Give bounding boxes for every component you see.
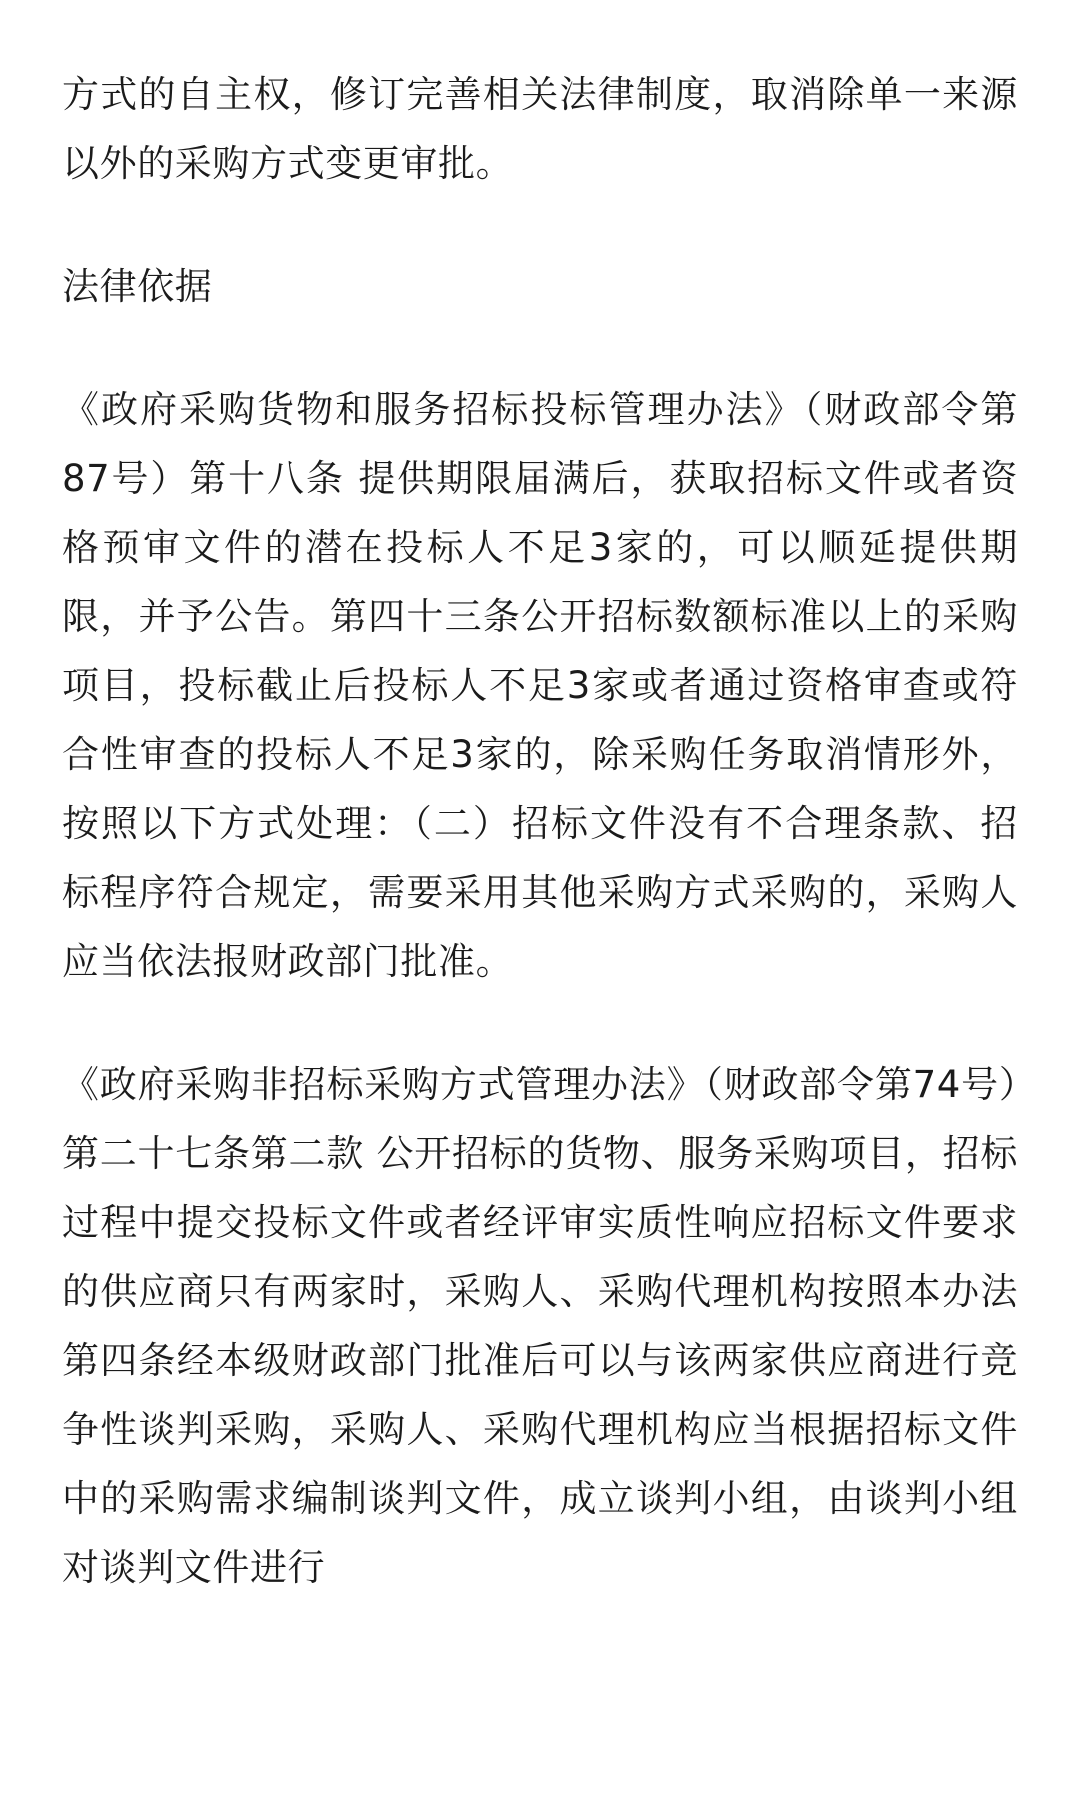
paragraph-intro: 方式的自主权，修订完善相关法律制度，取消除单一来源以外的采购方式变更审批。 bbox=[62, 73, 1018, 185]
paragraph-regulation-87: 《政府采购货物和服务招标投标管理办法》（财政部令第87号）第十八条 提供期限届满后，获取招标文件或者资格预审文件的潜在投标人不足3家的，可以顺延提供期限，并予公告。第四十三条公开招标数额标准以上的采购项目，投标截止后投标人不足3家或者通过资格审查或符合性审查的投标人不足3家的，除采购任务取消情形外，按照以下方式处理：（二）招标文件没有不合理条款、招标程序符合规定，需要采用其他采购方式采购的，采购人应当依法报财政部门批准。 bbox=[62, 388, 1018, 983]
section-heading-legal-basis: 法律依据 bbox=[62, 265, 213, 308]
paragraph-regulation-74: 《政府采购非招标采购方式管理办法》（财政部令第74号）第二十七条第二款 公开招标的货物、服务采购项目，招标过程中提交投标文件或者经评审实质性响应招标文件要求的供应商只有两家时，采购人、采购代理机构按照本办法第四条经本级财政部门批准后可以与该两家供应商进行竞争性谈判采购，采购人、采购代理机构应当根据招标文件中的采购需求编制谈判文件，成立谈判小组，由谈判小组对谈判文件进行 bbox=[62, 1063, 1018, 1589]
article-body bbox=[62, 60, 1018, 1800]
